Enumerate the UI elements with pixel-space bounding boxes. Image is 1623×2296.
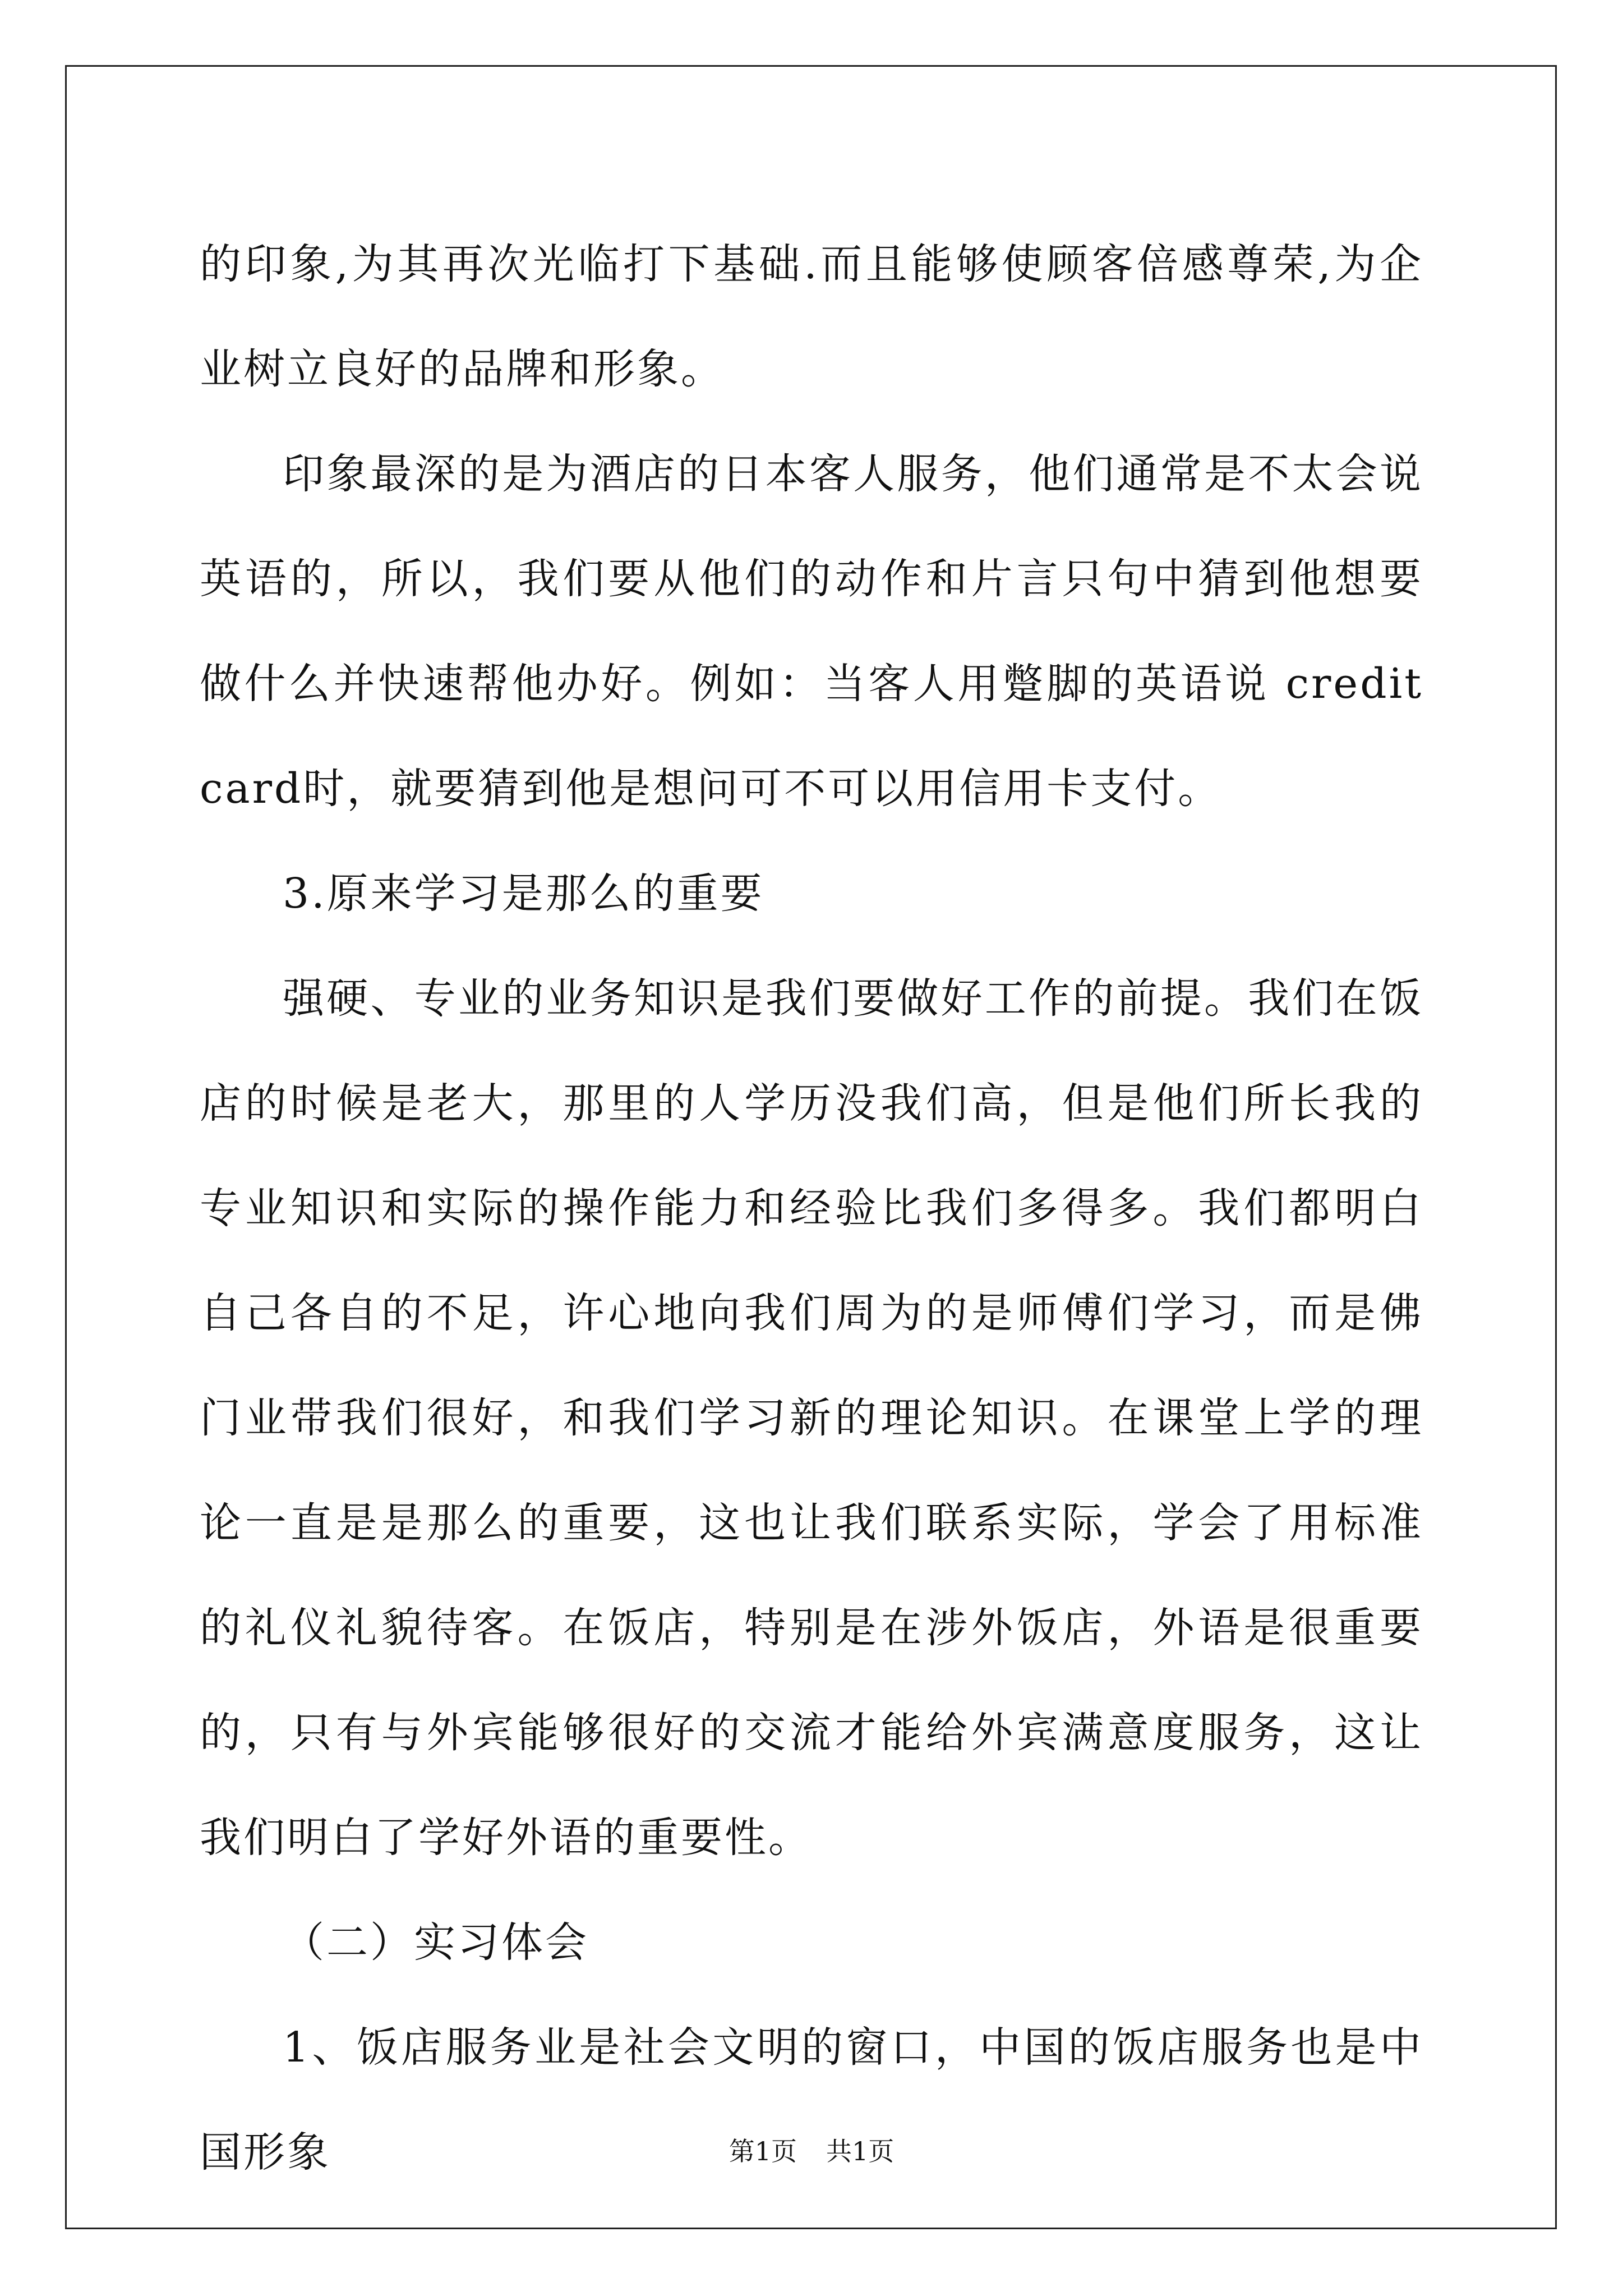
- paragraph: 印象最深的是为酒店的日本客人服务，他们通常是不太会说英语的，所以，我们要从他们的动作和片言只句中猜到他想要做什么并快速帮他办好。例如：当客人用蹩脚的英语说 credit card时，就要猜到他是想问可不可以用信用卡支付。: [200, 450, 1423, 813]
- document-body: [200, 212, 1423, 2205]
- page-number-current: 第1页: [728, 2136, 797, 2166]
- page-number-total: 共1页: [826, 2136, 895, 2166]
- paragraph: 1、饭店服务业是社会文明的窗口，中国的饭店服务也是中国形象: [200, 2023, 1423, 2177]
- page-footer: [0, 2134, 1623, 2168]
- paragraph: 强硬、专业的业务知识是我们要做好工作的前提。我们在饭店的时候是老大，那里的人学历没我们高，但是他们所长我的专业知识和实际的操作能力和经验比我们多得多。我们都明白自己各自的不足，许心地向我们周为的是师傅们学习，而是佛门业带我们很好，和我们学习新的理论知识。在课堂上学的理论一直是是那么的重要，这也让我们联系实际，学会了用标准的礼仪礼貌待客。在饭店，特别是在涉外饭店，外语是很重要的，只有与外宾能够很好的交流才能给外宾满意度服务，这让我们明白了学好外语的重要性。: [200, 974, 1423, 1862]
- paragraph: 的印象,为其再次光临打下基础.而且能够使顾客倍感尊荣,为企业树立良好的品牌和形象。: [200, 240, 1423, 393]
- section-heading: 3.原来学习是那么的重要: [283, 869, 764, 918]
- section-heading: （二）实习体会: [283, 1918, 589, 1967]
